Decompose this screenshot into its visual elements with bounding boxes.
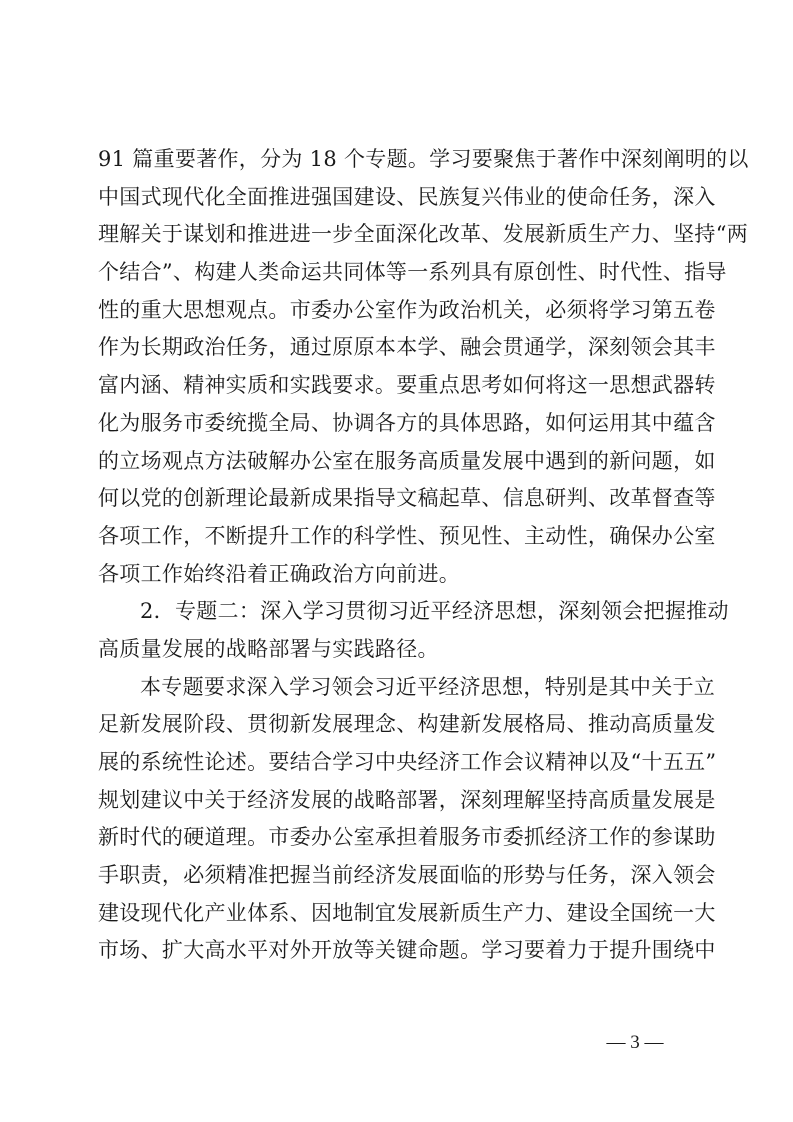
section-heading-line: 高质量发展的战略部署与实践路径。 (98, 636, 439, 661)
text-line: 个结合”、构建人类命运共同体等一系列具有原创性、时代性、指导 (98, 260, 727, 285)
text-line: 足新发展阶段、贯彻新发展理念、构建新发展格局、推动高质量发 (98, 712, 716, 737)
text-line: 规划建议中关于经济发展的战略部署，深刻理解坚持高质量发展是 (98, 787, 716, 812)
text-line: 建设现代化产业体系、因地制宜发展新质生产力、建设全国统一大 (98, 900, 716, 925)
text-line: 的立场观点方法破解办公室在服务高质量发展中遇到的新问题，如 (98, 448, 716, 473)
text-line: 作为长期政治任务，通过原原本本学、融会贯通学，深刻领会其丰 (98, 335, 716, 360)
section-heading-line: 2．专题二：深入学习贯彻习近平经济思想，深刻领会把握推动 (140, 599, 729, 624)
text-line: 展的系统性论述。要结合学习中央经济工作会议精神以及“十五五” (98, 750, 717, 774)
body-text (98, 141, 749, 970)
text-line: 何以党的创新理论最新成果指导文稿起草、信息研判、改革督查等 (98, 486, 716, 511)
text-line: 化为服务市委统揽全局、协调各方的具体思路，如何运用其中蕴含 (98, 410, 716, 435)
text-line: 市场、扩大高水平对外开放等关键命题。学习要着力于提升围绕中 (98, 938, 716, 963)
text-line: 本专题要求深入学习领会习近平经济思想，特别是其中关于立 (140, 674, 716, 699)
text-line: 性的重大思想观点。市委办公室作为政治机关，必须将学习第五卷 (98, 297, 716, 322)
page-number: — 3 — (606, 1032, 664, 1053)
text-line: 91 篇重要著作，分为 18 个专题。学习要聚焦于著作中深刻阐明的以 (98, 147, 749, 171)
text-line: 各项工作始终沿着正确政治方向前进。 (98, 561, 461, 586)
text-line: 富内涵、精神实质和实践要求。要重点思考如何将这一思想武器转 (98, 373, 716, 398)
text-line: 中国式现代化全面推进强国建设、民族复兴伟业的使命任务，深入 (98, 184, 716, 209)
text-line: 手职责，必须精准把握当前经济发展面临的形势与任务，深入领会 (98, 863, 716, 888)
text-line: 理解关于谋划和推进进一步全面深化改革、发展新质生产力、坚持“两 (98, 222, 749, 247)
text-line: 各项工作，不断提升工作的科学性、预见性、主动性，确保办公室 (98, 523, 716, 548)
text-line: 新时代的硬道理。市委办公室承担着服务市委抓经济工作的参谋助 (98, 825, 716, 850)
